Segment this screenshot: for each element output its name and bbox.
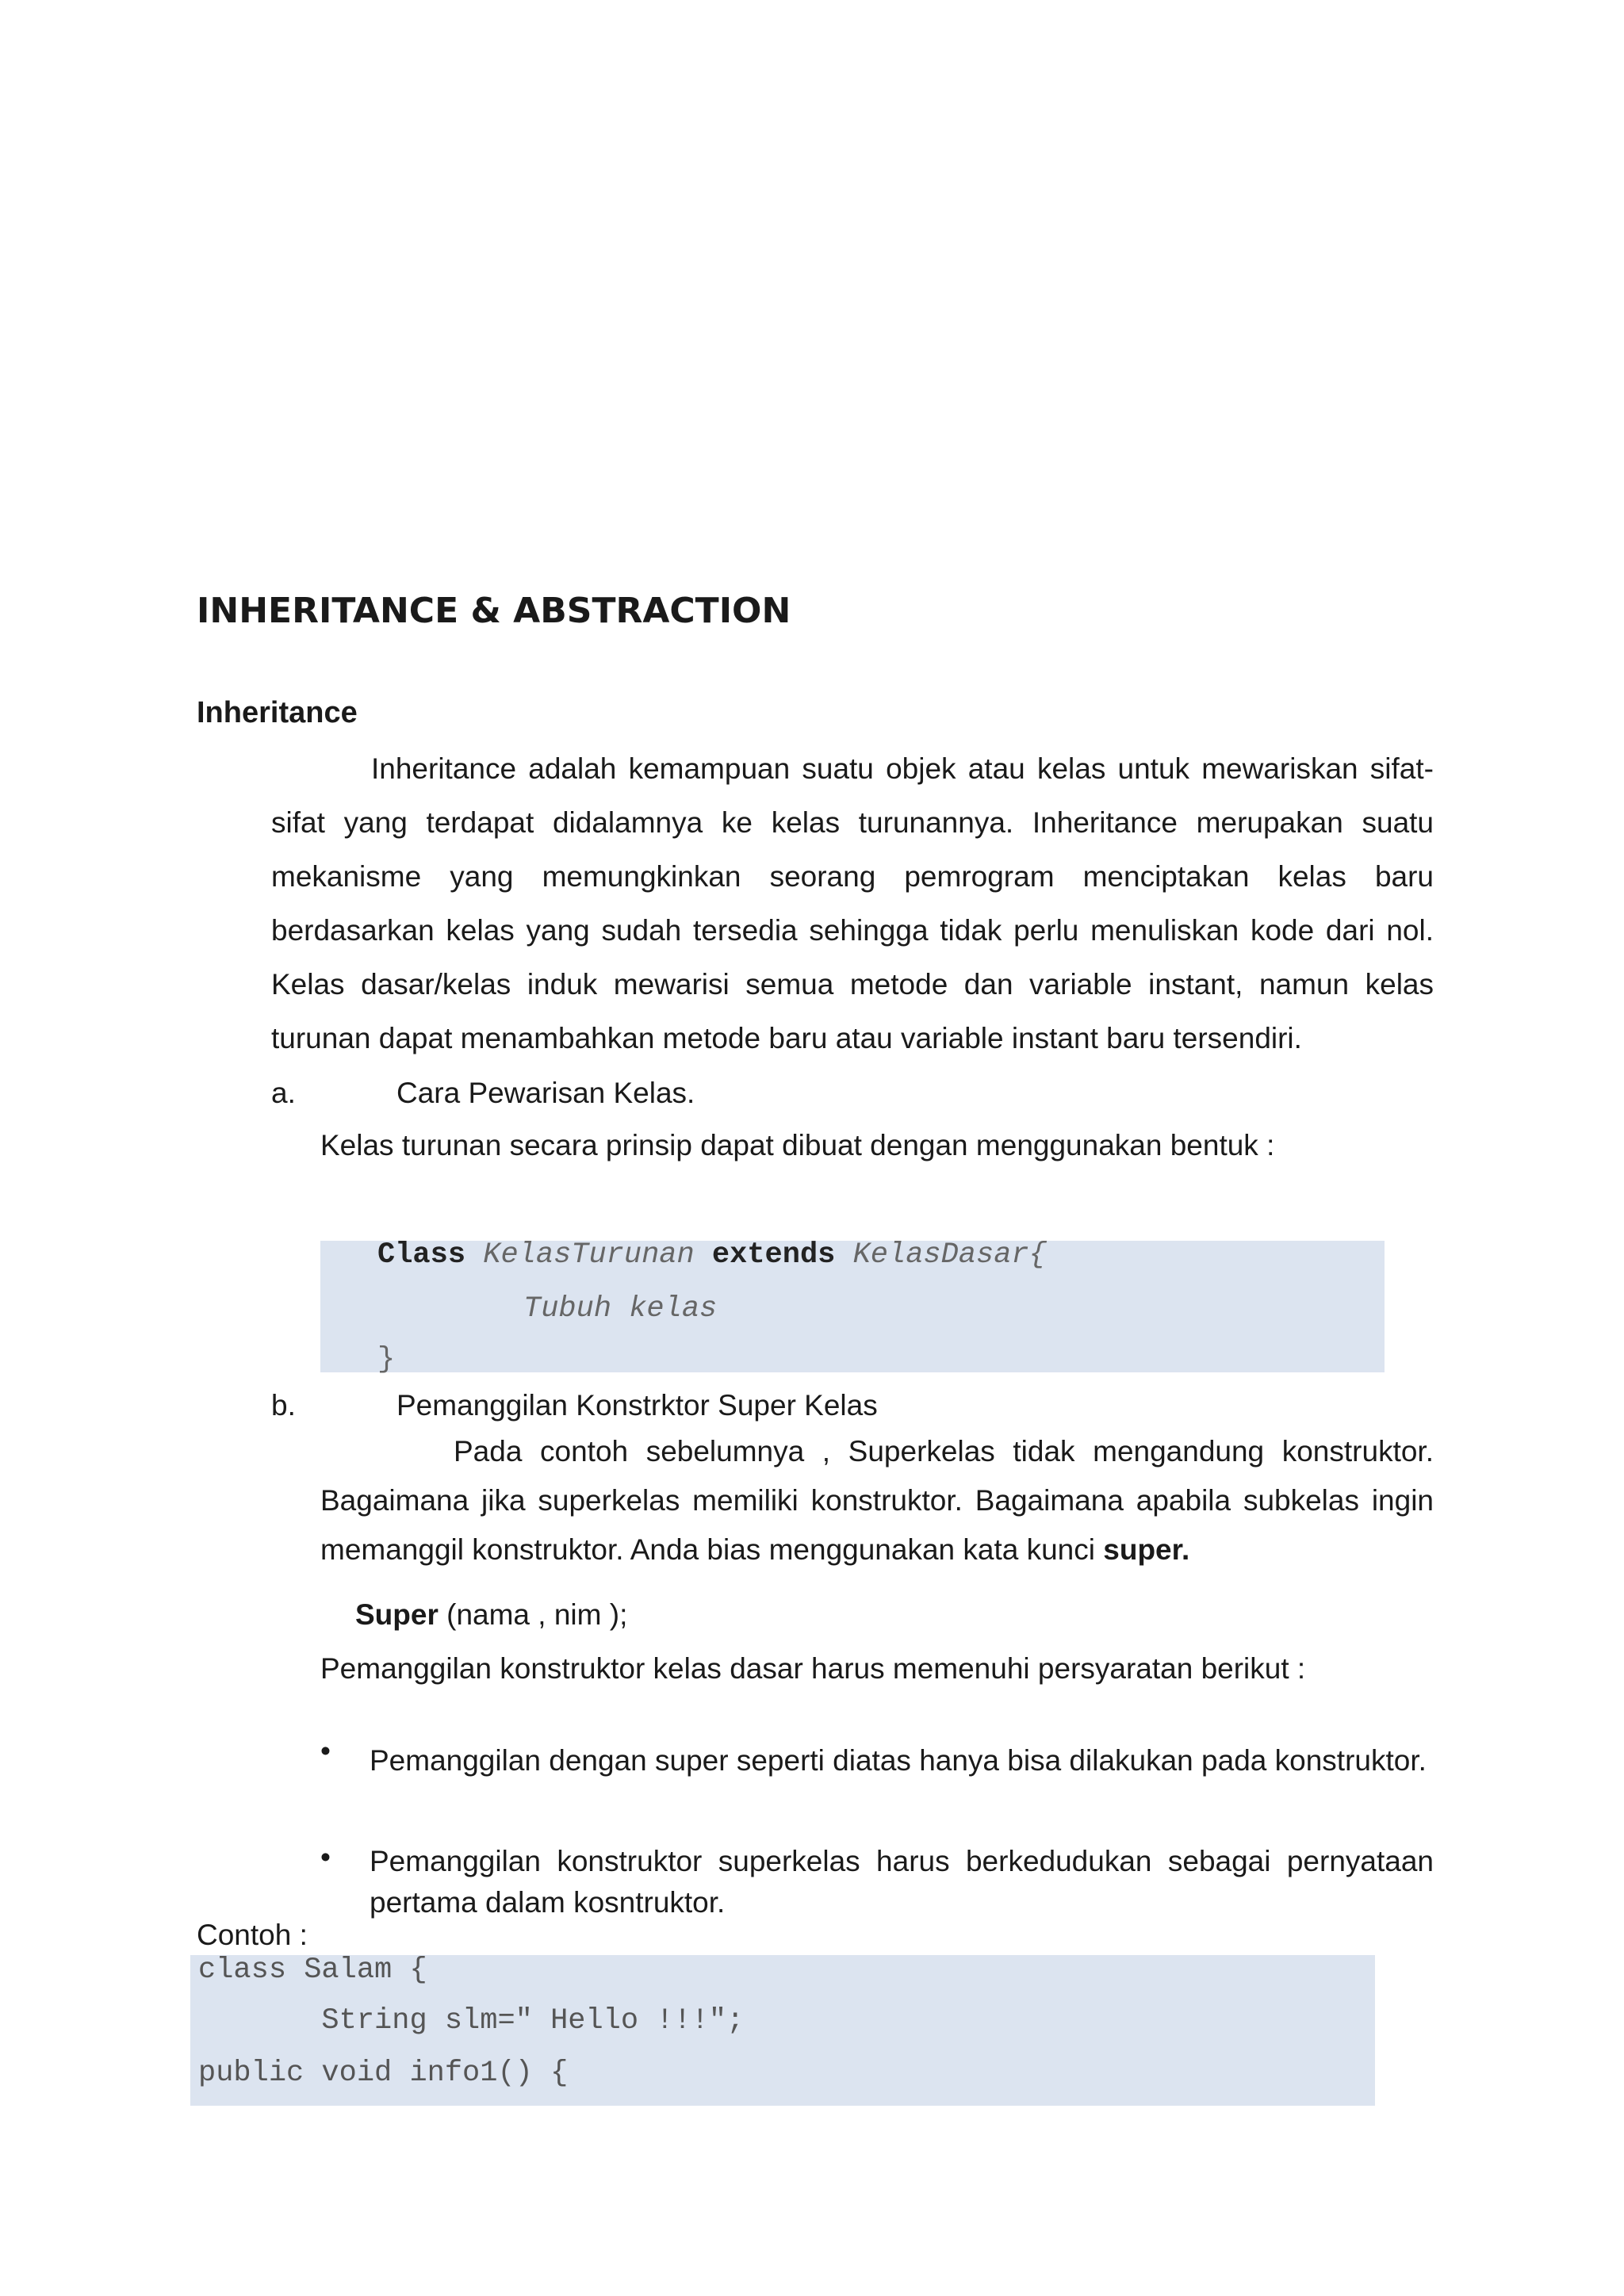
code-line-3: public void info1() { — [198, 2057, 569, 2090]
code-keyword-extends: extends — [711, 1238, 836, 1272]
section-heading-inheritance: Inheritance — [197, 696, 358, 729]
list-item-a-label: Cara Pewarisan Kelas. — [396, 1077, 695, 1109]
super-paragraph-text: Pada contoh sebelumnya , Superkelas tidak mengandung konstruktor. Bagaimana jika superkelas memiliki konstruktor. Bagaimana apabila subkelas ingin memanggil konstruktor. Anda bias menggunakan kata kunci — [320, 1435, 1434, 1566]
bullet-text-1: Pemanggilan dengan super seperti diatas hanya bisa dilakukan pada konstruktor. — [370, 1744, 1427, 1777]
code-line-2: String slm=" Hello !!!"; — [198, 2004, 745, 2038]
list-item — [320, 1735, 1434, 1830]
code-derived-class-name: KelasTurunan — [483, 1238, 695, 1272]
super-call-args: (nama , nim ); — [438, 1598, 628, 1631]
super-paragraph — [320, 1427, 1434, 1575]
code-line-body: Tubuh kelas — [523, 1292, 718, 1326]
code-line-1: class Salam { — [198, 1954, 427, 1987]
code-line-class-declaration — [377, 1238, 1047, 1272]
example-label: Contoh : — [197, 1919, 308, 1951]
code-line-closing-brace: } — [377, 1343, 396, 1376]
bullet-icon: • — [320, 1735, 331, 1767]
list-marker-b: b. — [271, 1389, 296, 1422]
list-item-b-label: Pemanggilan Konstrktor Super Kelas — [396, 1389, 878, 1422]
bullet-icon: • — [320, 1841, 331, 1873]
code-base-class-name: KelasDasar{ — [852, 1238, 1047, 1272]
list-marker-a: a. — [271, 1077, 296, 1109]
list-item — [320, 1841, 1434, 1928]
code-keyword-class: Class — [377, 1238, 466, 1272]
requirements-intro: Pemanggilan konstruktor kelas dasar harus memenuhi persyaratan berikut : — [320, 1652, 1306, 1685]
super-call-example — [355, 1598, 627, 1632]
page-title: INHERITANCE & ABSTRACTION — [197, 591, 791, 631]
bullet-text-2: Pemanggilan konstruktor superkelas harus berkedudukan sebagai pernyataan pertama dalam kosntruktor. — [370, 1845, 1434, 1919]
super-paragraph-keyword: super. — [1103, 1533, 1190, 1566]
super-call-keyword: Super — [355, 1598, 439, 1631]
intro-paragraph: Inheritance adalah kemampuan suatu objek atau kelas untuk mewariskan sifat-sifat yang terdapat didalamnya ke kelas turunannya. Inheritance merupakan suatu mekanisme yang memungkinkan seorang pemrogram menciptakan kelas baru berdasarkan kelas yang sudah tersedia sehingga tidak perlu menuliskan kode dari nol. Kelas dasar/kelas induk mewarisi semua metode dan variable instant, namun kelas turunan dapat menambahkan metode baru atau variable instant baru tersendiri. — [271, 752, 1434, 1054]
item-a-description: Kelas turunan secara prinsip dapat dibuat dengan menggunakan bentuk : — [320, 1129, 1275, 1161]
